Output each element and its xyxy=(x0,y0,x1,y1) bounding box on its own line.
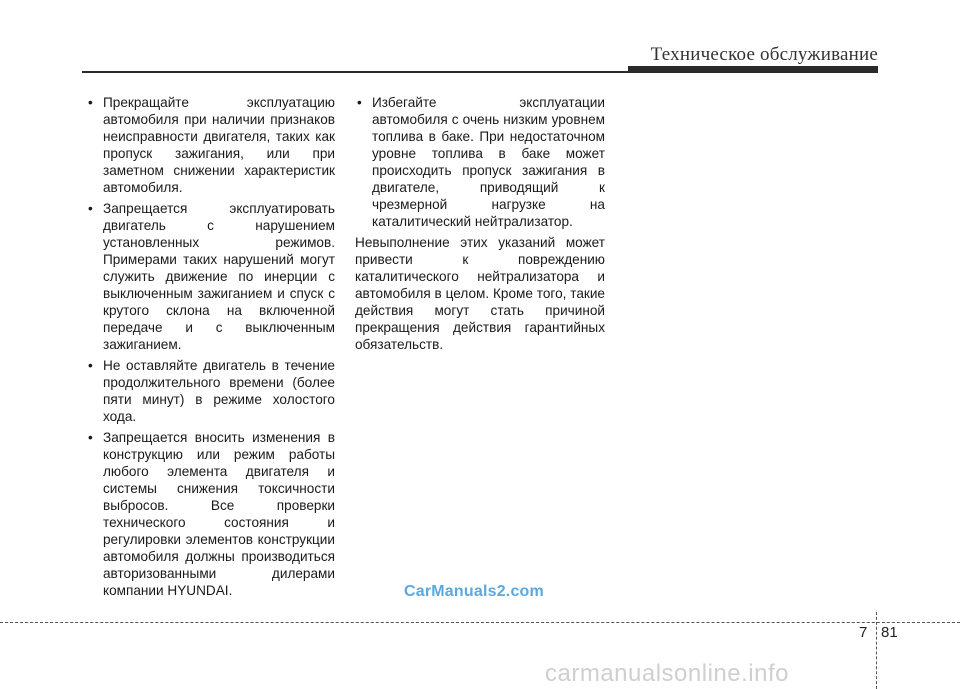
list-item xyxy=(86,200,335,353)
list-item xyxy=(86,429,335,599)
list-item xyxy=(86,357,335,425)
bullet-icon: • xyxy=(88,358,93,373)
list-item-text: Прекращайте эксплуатацию автомобиля при наличии признаков неисправности двигателя, таких как пропуск зажигания, или при заметном снижении характеристик автомобиля. xyxy=(103,95,335,195)
list-item-text: Не оставляйте двигатель в течение продолжительного времени (более пяти минут) в режиме холостого хода. xyxy=(103,358,335,424)
list-item-text: Запрещается эксплуатировать двигатель с нарушением установленных режимов. Примерами таких нарушений могут служить движение по инерции с выключенным зажиганием и спуск с крутого склона на включенной передаче и с выключенным зажиганием. xyxy=(103,201,335,352)
watermark-link[interactable]: CarManuals2.com xyxy=(404,583,544,600)
bullet-icon: • xyxy=(88,95,93,110)
body-paragraph: Невыполнение этих указаний может привести к повреждению каталитического нейтрализатора и автомобиля в целом. Кроме того, такие действия могут стать причиной прекращения действия гарантийных обязательств. xyxy=(355,235,605,352)
bullet-icon: • xyxy=(88,201,93,216)
list-item-text: Запрещается вносить изменения в конструкцию или режим работы любого элемента двигателя и системы снижения токсичности выбросов. Все проверки технического состояния и регулировки элементов конструкции автомобиля должны производиться авторизованными дилерами компании HYUNDAI. xyxy=(103,430,335,598)
right-bullet-list xyxy=(355,94,605,230)
footer-page-separator xyxy=(876,612,877,689)
chapter-number: 7 xyxy=(859,624,868,641)
page-header-title: Техническое обслуживание xyxy=(650,44,878,65)
header-divider-accent xyxy=(628,66,878,73)
left-bullet-list xyxy=(86,94,335,599)
list-item xyxy=(86,94,335,196)
bullet-icon: • xyxy=(88,430,93,445)
right-column xyxy=(355,94,605,353)
left-column xyxy=(86,94,335,603)
list-item xyxy=(355,94,605,230)
page-number: 81 xyxy=(881,624,898,641)
bullet-icon: • xyxy=(357,95,362,110)
header-divider xyxy=(82,71,630,73)
watermark-text: carmanualsonline.info xyxy=(545,660,789,687)
list-item-text: Избегайте эксплуатации автомобиля с очень низким уровнем топлива в баке. При недостаточном уровне топлива в баке может происходить пропуск зажигания в двигателе, приводящий к чрезмерной нагрузке на каталитический нейтрализатор. xyxy=(372,95,605,229)
footer-divider xyxy=(0,622,960,623)
